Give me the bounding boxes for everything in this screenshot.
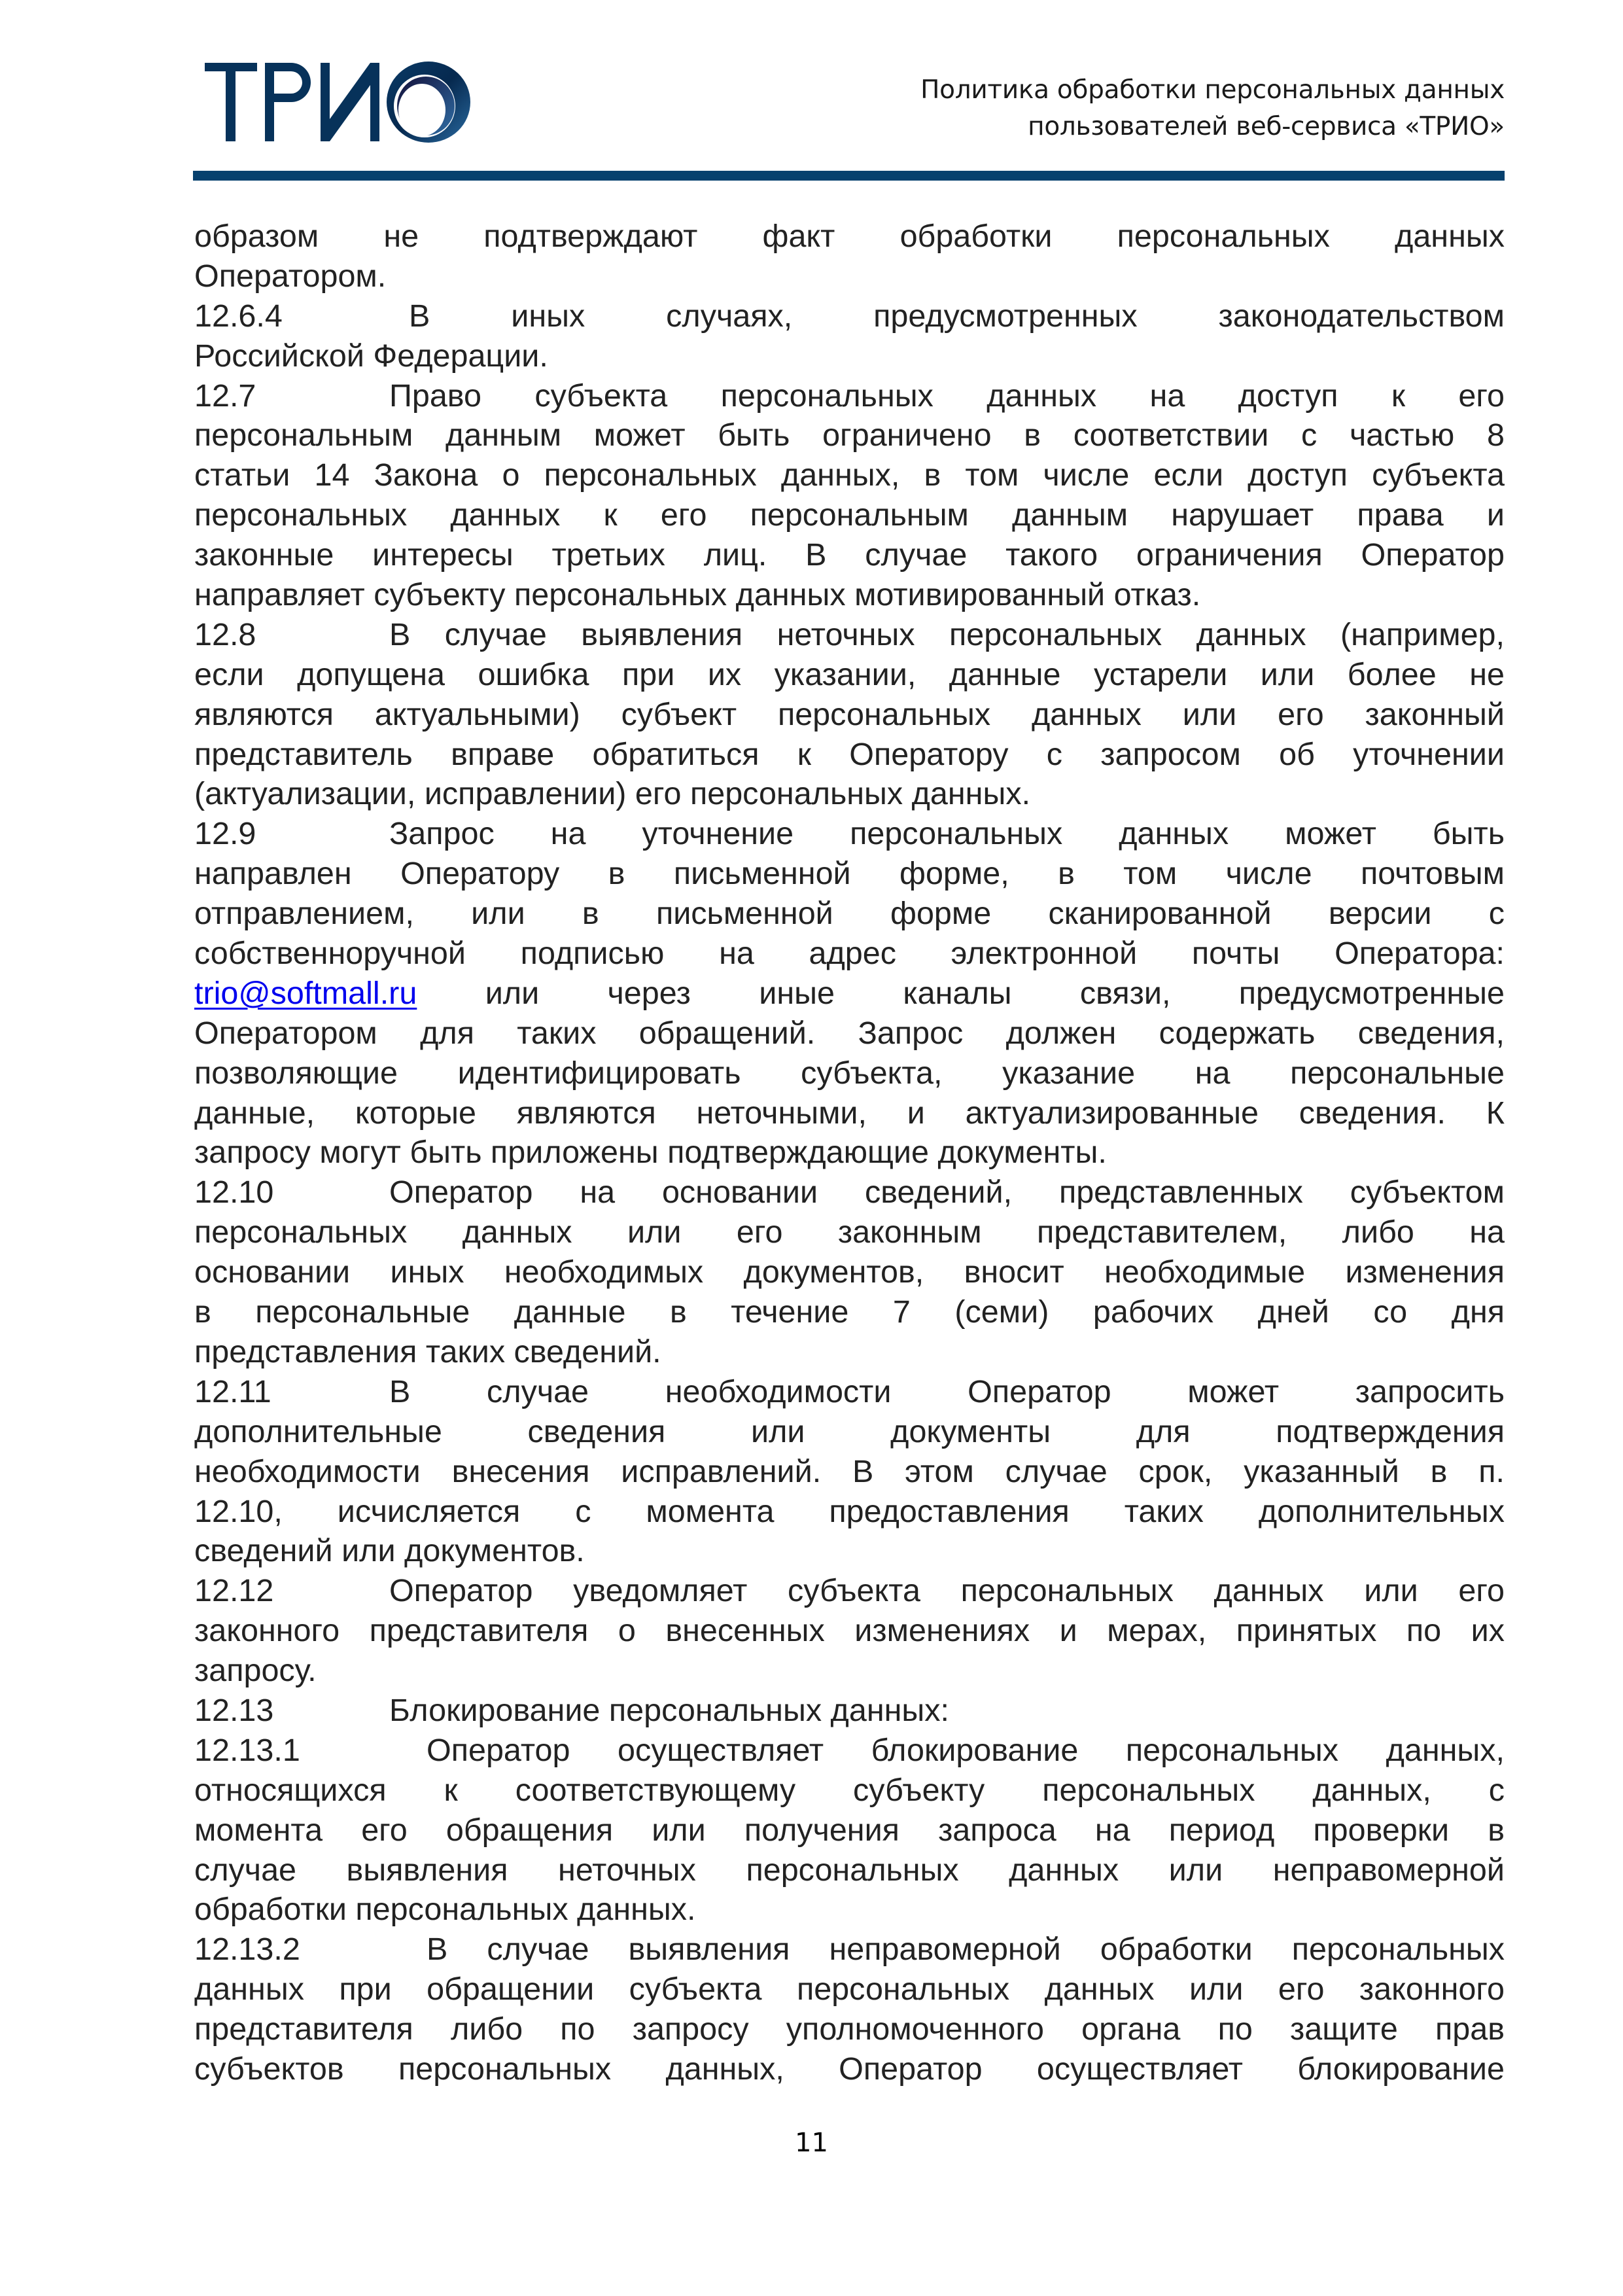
- text-line: [194, 495, 1505, 535]
- line-text: позволяющие идентифицировать субъекта, указание на персональные: [194, 1055, 1505, 1091]
- text-line: [194, 814, 1505, 854]
- text-line: [194, 1810, 1505, 1850]
- text-line: [194, 1651, 1505, 1691]
- page-number: 11: [795, 2128, 828, 2158]
- text-line: [194, 1452, 1505, 1492]
- text-line: [194, 1492, 1505, 1532]
- line-text: В случае выявления неправомерной обработки персональных: [427, 1932, 1505, 1968]
- text-line: [194, 1212, 1505, 1252]
- text-line: [194, 1173, 1505, 1212]
- text-line: [194, 1252, 1505, 1292]
- text-line: [194, 2049, 1505, 2089]
- text-line: [194, 336, 1505, 376]
- document-body: [194, 217, 1505, 2089]
- text-line: [194, 1969, 1505, 2009]
- clause-number: 12.10: [194, 1174, 274, 1210]
- line-text: обработки персональных данных.: [194, 1892, 696, 1928]
- text-line: [194, 1571, 1505, 1611]
- trio-logo: [200, 54, 474, 149]
- clause-number: 12.7: [194, 378, 256, 414]
- text-line: [194, 1531, 1505, 1571]
- header-divider: [193, 171, 1505, 181]
- line-text: Блокирование персональных данных:: [389, 1692, 949, 1728]
- text-line: [194, 655, 1505, 695]
- line-text: Оператор осуществляет блокирование персональных данных,: [427, 1732, 1505, 1768]
- text-line: [194, 1093, 1505, 1133]
- trio-logo-graphic: [200, 54, 474, 149]
- line-text: в персональные данные в течение 7 (семи) рабочих дней со дня: [194, 1294, 1505, 1330]
- text-line: [194, 774, 1505, 814]
- line-text: собственноручной подписью на адрес электронной почты Оператора:: [194, 936, 1505, 972]
- text-line: [194, 1133, 1505, 1173]
- line-text: данных при обращении субъекта персональных данных или его законного: [194, 1971, 1505, 2007]
- text-line: [194, 2009, 1505, 2049]
- text-line: [194, 575, 1505, 615]
- text-line: [194, 615, 1505, 655]
- text-line: [194, 1014, 1505, 1053]
- text-line: [194, 535, 1505, 575]
- line-text: В случае выявления неточных персональных данных (например,: [389, 616, 1505, 652]
- line-text: Оператором для таких обращений. Запрос должен содержать сведения,: [194, 1015, 1505, 1051]
- line-text: Оператор на основании сведений, представленных субъектом: [389, 1174, 1505, 1210]
- line-text: Оператор уведомляет субъекта персональных данных или его: [389, 1573, 1505, 1609]
- line-text: относящихся к соответствующему субъекту персональных данных, с: [194, 1772, 1505, 1808]
- text-line: [194, 1372, 1505, 1412]
- clause-number: 12.6.4: [194, 298, 283, 334]
- line-text: отправлением, или в письменной форме сканированной версии с: [194, 896, 1505, 932]
- text-line: [194, 695, 1505, 735]
- text-line: [194, 455, 1505, 495]
- text-line: [194, 1292, 1505, 1332]
- line-text: являются актуальными) субъект персональных данных или его законный: [194, 696, 1505, 732]
- text-line: [194, 854, 1505, 894]
- line-text: законного представителя о внесенных изменениях и мерах, принятых по их: [194, 1613, 1505, 1649]
- clause-number: 12.8: [194, 616, 256, 652]
- text-line: [194, 415, 1505, 455]
- line-text: сведений или документов.: [194, 1533, 585, 1569]
- clause-number: 12.13.2: [194, 1932, 300, 1968]
- text-line: [194, 1930, 1505, 1969]
- line-text: направлен Оператору в письменной форме, в том числе почтовым: [194, 856, 1505, 892]
- text-line: [194, 974, 1505, 1014]
- line-text: представитель вправе обратиться к Оператору с запросом об уточнении: [194, 736, 1505, 772]
- line-text: представления таких сведений.: [194, 1333, 661, 1369]
- line-text: необходимости внесения исправлений. В этом случае срок, указанный в п.: [194, 1453, 1505, 1489]
- line-text: субъектов персональных данных, Оператор осуществляет блокирование: [194, 2051, 1505, 2087]
- text-line: [194, 1053, 1505, 1093]
- line-text: представителя либо по запросу уполномоченного органа по защите прав: [194, 2011, 1505, 2047]
- line-text: (актуализации, исправлении) его персональных данных.: [194, 776, 1031, 812]
- text-line: [194, 217, 1505, 256]
- header-title-line-2: пользователей веб-сервиса «ТРИО»: [1028, 112, 1505, 141]
- text-line: [194, 256, 1505, 296]
- clause-number: 12.12: [194, 1573, 274, 1609]
- line-text: статьи 14 Закона о персональных данных, в том числе если доступ субъекта: [194, 457, 1505, 493]
- text-line: [194, 376, 1505, 416]
- header-title-line-1: Политика обработки персональных данных: [920, 75, 1505, 105]
- email-link[interactable]: trio@softmall.ru: [194, 975, 417, 1011]
- text-line: [194, 735, 1505, 775]
- line-text: направляет субъекту персональных данных мотивированный отказ.: [194, 577, 1201, 613]
- line-text: данные, которые являются неточными, и актуализированные сведения. К: [194, 1095, 1505, 1131]
- line-text: Оператором.: [194, 258, 387, 294]
- document-header-title: [785, 72, 1505, 145]
- line-text: запросу.: [194, 1653, 317, 1689]
- line-text: Запрос на уточнение персональных данных может быть: [389, 816, 1505, 852]
- line-text: образом не подтверждают факт обработки персональных данных: [194, 219, 1505, 254]
- text-line: [194, 1850, 1505, 1890]
- line-text: дополнительные сведения или документы для подтверждения: [194, 1413, 1505, 1449]
- line-text: персональных данных или его законным представителем, либо на: [194, 1214, 1505, 1250]
- text-line: [194, 1611, 1505, 1651]
- line-text: Право субъекта персональных данных на доступ к его: [389, 378, 1505, 414]
- line-text: запросу могут быть приложены подтверждающие документы.: [194, 1135, 1107, 1171]
- text-line: [194, 1412, 1505, 1452]
- line-text: В случае необходимости Оператор может запросить: [389, 1373, 1505, 1409]
- text-line: [194, 934, 1505, 974]
- text-line: [194, 1731, 1505, 1771]
- clause-number: 12.9: [194, 816, 256, 852]
- line-text: Российской Федерации.: [194, 338, 548, 374]
- line-text: персональным данным может быть ограничено в соответствии с частью 8: [194, 417, 1505, 453]
- text-line: [194, 1332, 1505, 1372]
- text-line: [194, 1890, 1505, 1930]
- line-text: законные интересы третьих лиц. В случае такого ограничения Оператор: [194, 537, 1505, 573]
- clause-number: 12.13.1: [194, 1732, 300, 1768]
- line-text: если допущена ошибка при их указании, данные устарели или более не: [194, 656, 1505, 692]
- text-line: [194, 296, 1505, 336]
- line-text: или через иные каналы связи, предусмотренные: [485, 975, 1505, 1011]
- line-text: В иных случаях, предусмотренных законодательством: [409, 298, 1505, 334]
- line-text: основании иных необходимых документов, вносит необходимые изменения: [194, 1254, 1505, 1290]
- clause-number: 12.13: [194, 1692, 274, 1728]
- line-text: случае выявления неточных персональных данных или неправомерной: [194, 1852, 1505, 1888]
- line-text: 12.10, исчисляется с момента предоставления таких дополнительных: [194, 1493, 1505, 1529]
- text-line: [194, 894, 1505, 934]
- line-text: момента его обращения или получения запроса на период проверки в: [194, 1812, 1505, 1848]
- text-line: [194, 1771, 1505, 1810]
- text-line: [194, 1691, 1505, 1731]
- clause-number: 12.11: [194, 1373, 271, 1409]
- line-text: персональных данных к его персональным данным нарушает права и: [194, 497, 1505, 533]
